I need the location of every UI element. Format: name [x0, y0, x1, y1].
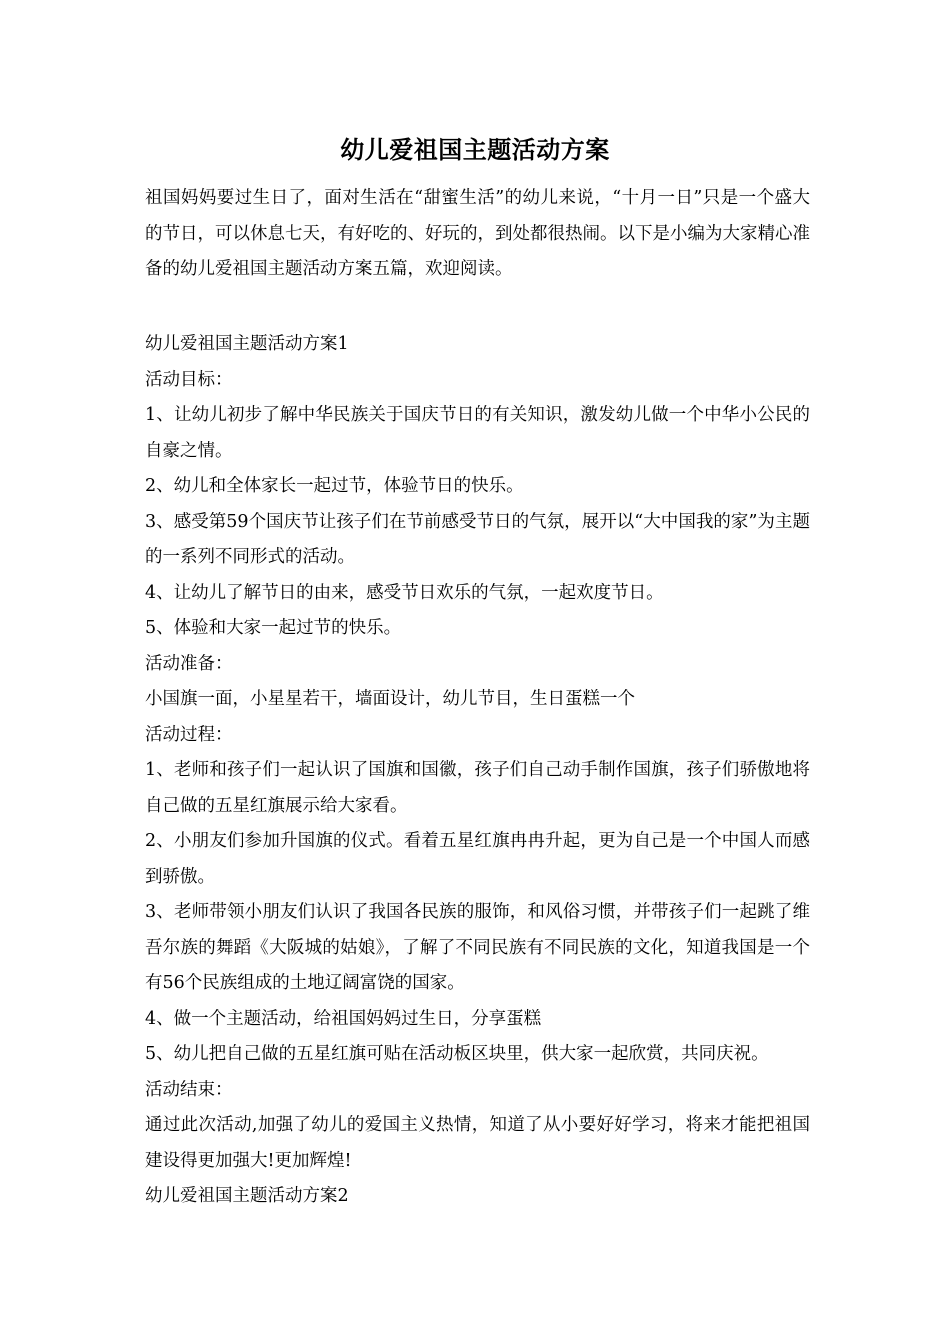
- preparation-text: 小国旗一面，小星星若干，墙面设计，幼儿节目，生日蛋糕一个: [145, 689, 635, 709]
- section-heading-plan-2: 幼儿爱祖国主题活动方案2: [145, 1186, 349, 1206]
- document-title: 幼儿爱祖国主题活动方案: [340, 135, 610, 164]
- conclusion-text: 通过此次活动,加强了幼儿的爱国主义热情，知道了从小要好好学习，将来才能把祖国建设得更加强大!更加辉煌!: [145, 1115, 810, 1171]
- goal-item: 3、感受第59个国庆节让孩子们在节前感受节日的气氛，展开以“大中国我的家”为主题的一系列不同形式的活动。: [145, 511, 810, 567]
- process-item: 1、老师和孩子们一起认识了国旗和国徽，孩子们自己动手制作国旗，孩子们骄傲地将自己做的五星红旗展示给大家看。: [145, 760, 810, 816]
- heading-conclusion: 活动结束：: [145, 1079, 233, 1100]
- intro-paragraph: 祖国妈妈要过生日了，面对生活在“甜蜜生活”的幼儿来说，“十月一日”只是一个盛大的节日，可以休息七天，有好吃的、好玩的，到处都很热闹。以下是小编为大家精心准备的幼儿爱祖国主题活动方案五篇，欢迎阅读。: [145, 188, 810, 279]
- process-item: 3、老师带领小朋友们认识了我国各民族的服饰，和风俗习惯，并带孩子们一起跳了维吾尔族的舞蹈《大阪城的姑娘》，了解了不同民族有不同民族的文化，知道我国是一个有56个民族组成的土地辽阔富饶的国家。: [145, 902, 810, 993]
- section-heading-plan-1: 幼儿爱祖国主题活动方案1: [145, 334, 349, 354]
- process-item: 2、小朋友们参加升国旗的仪式。看着五星红旗冉冉升起，更为自己是一个中国人而感到骄傲。: [145, 831, 810, 887]
- intro-section: [145, 181, 810, 288]
- goal-item: 5、体验和大家一起过节的快乐。: [145, 618, 402, 638]
- process-item: 5、幼儿把自己做的五星红旗可贴在活动板区块里，供大家一起欣赏，共同庆祝。: [145, 1044, 769, 1064]
- heading-process: 活动过程：: [145, 724, 233, 745]
- goal-item: 2、幼儿和全体家长一起过节，体验节日的快乐。: [145, 476, 524, 496]
- document-body: [145, 327, 810, 1215]
- goal-item: 4、让幼儿了解节日的由来，感受节日欢乐的气氛，一起欢度节日。: [145, 582, 664, 603]
- process-item: 4、做一个主题活动，给祖国妈妈过生日，分享蛋糕: [145, 1008, 542, 1029]
- heading-goals: 活动目标：: [145, 369, 233, 390]
- goal-item: 1、让幼儿初步了解中华民族关于国庆节日的有关知识，激发幼儿做一个中华小公民的自豪之情。: [145, 405, 810, 461]
- heading-preparation: 活动准备：: [145, 653, 233, 674]
